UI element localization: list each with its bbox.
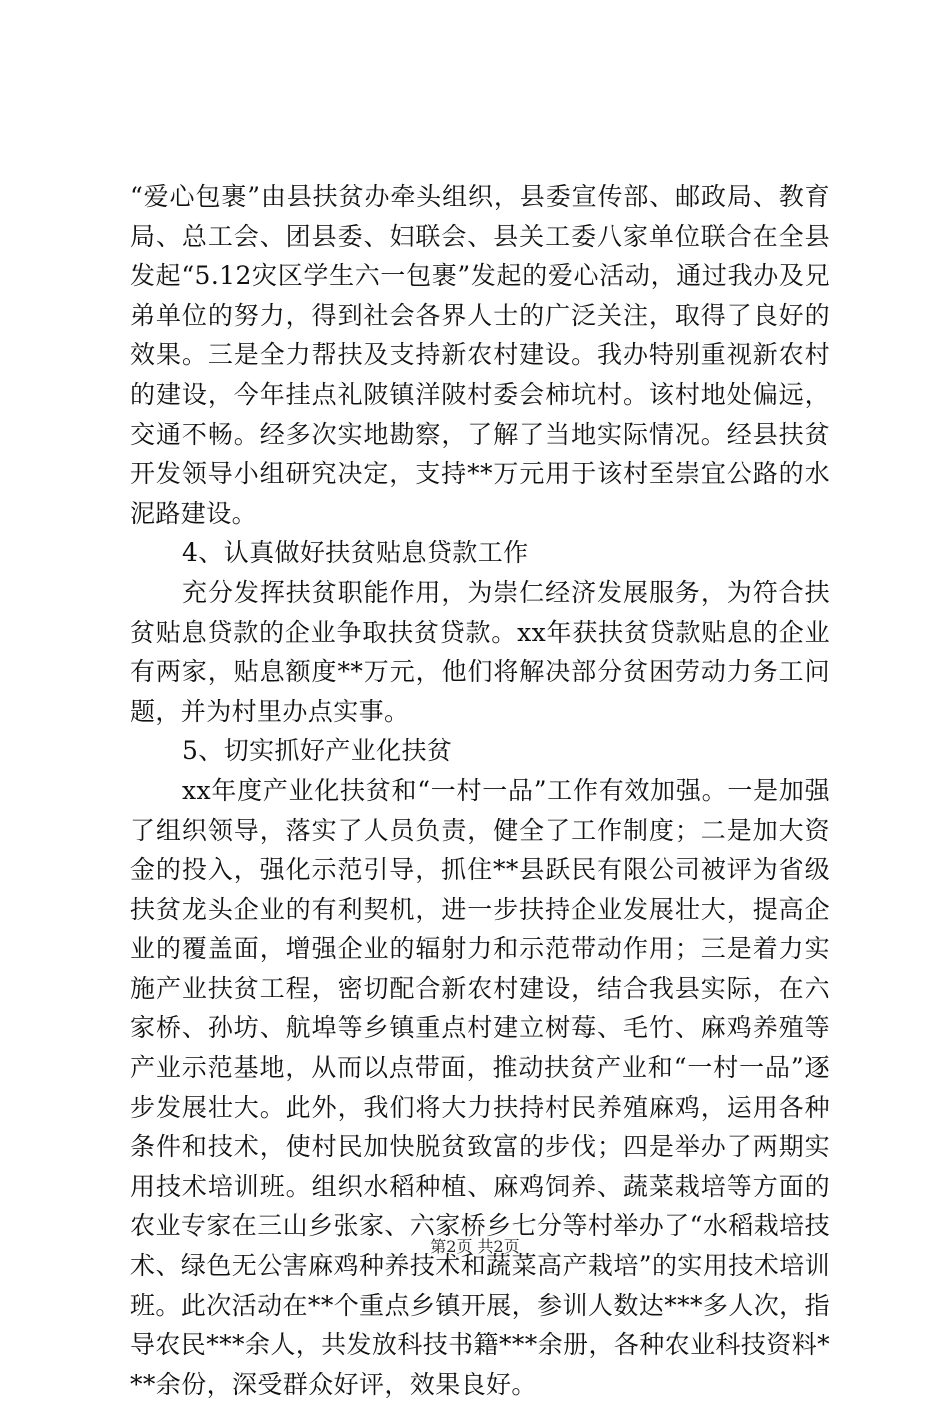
section-heading-5: 5、切实抓好产业化扶贫 [182,736,453,766]
paragraph-continuation: “爱心包裹”由县扶贫办牵头组织，县委宣传部、邮政局、教育局、总工会、团县委、妇联会、县关工委八家单位联合在全县发起“5.12灾区学生六一包裹”发起的爱心活动，通过我办及兄弟单位的努力，得到社会各界人士的广泛关注，取得了良好的效果。三是全力帮扶及支持新农村建设。我办特别重视新农村的建设，今年挂点礼陂镇洋陂村委会柿坑村。该村地处偏远，交通不畅。经多次实地勘察，了解了当地实际情况。经县扶贫开发领导小组研究决定，支持**万元用于该村至崇宜公路的水泥路建设。 [130,182,830,528]
section-heading-4: 4、认真做好扶贫贴息贷款工作 [182,538,529,568]
paragraph-loan-work: 充分发挥扶贫职能作用，为崇仁经济发展服务，为符合扶贫贴息贷款的企业争取扶贫贷款。xx年获扶贫贷款贴息的企业有两家，贴息额度**万元，他们将解决部分贫困劳动力务工问题，并为村里办点实事。 [130,577,830,726]
document-body [130,177,830,1404]
page-footer: 第2页 共2页 [430,1237,520,1256]
paragraph-industry-poverty: xx年度产业化扶贫和“一村一品”工作有效加强。一是加强了组织领导，落实了人员负责，健全了工作制度；二是加大资金的投入，强化示范引导，抓住**县跃民有限公司被评为省级扶贫龙头企业的有利契机，进一步扶持企业发展壮大，提高企业的覆盖面，增强企业的辐射力和示范带动作用；三是着力实施产业扶贫工程，密切配合新农村建设，结合我县实际，在六家桥、孙坊、航埠等乡镇重点村建立树莓、毛竹、麻鸡养殖等产业示范基地，从而以点带面，推动扶贫产业和“一村一品”逐步发展壮大。此外，我们将大力扶持村民养殖麻鸡，运用各种条件和技术，使村民加快脱贫致富的步伐；四是举办了两期实用技术培训班。组织水稻种植、麻鸡饲养、蔬菜栽培等方面的农业专家在三山乡张家、六家桥乡七分等村举办了“水稻栽培技术、绿色无公害麻鸡种养技术和蔬菜高产栽培”的实用技术培训班。此次活动在**个重点乡镇开展，参训人数达***多人次，指导农民***余人，共发放科技书籍***余册，各种农业科技资料***余份，深受群众好评，效果良好。 [130,775,830,1399]
